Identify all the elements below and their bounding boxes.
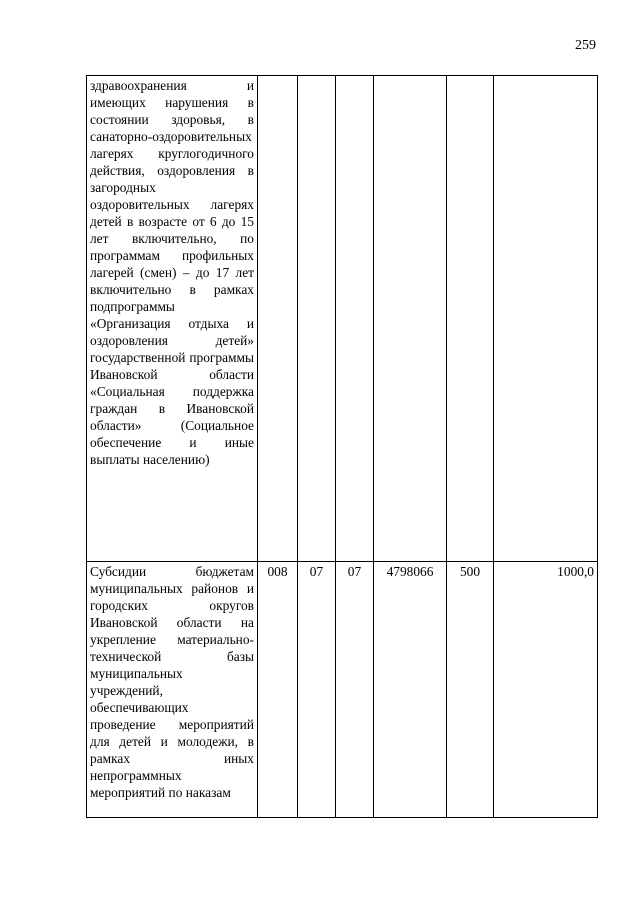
- row-description: здравоохранения и имеющих нарушения в состоянии здоровья, в санаторно-оздоровительных лагерях круглогодичного действия, оздоровления в загородных оздоровительных лагерях детей в возрасте от 6 до 15 лет включительно, по программам профильных лагерей (смен) – до 17 лет включительно в рамках подпрограммы «Организация отдыха и оздоровления детей» государственной программы Ивановской области «Социальная поддержка граждан в Ивановской области» (Социальное обеспечение и иные выплаты населению): [87, 76, 258, 562]
- row-target-article-code: [374, 76, 447, 562]
- row-target-article-code: 4798066: [374, 562, 447, 818]
- table-row: [87, 76, 598, 562]
- row-description: Субсидии бюджетам муниципальных районов и городских округов Ивановской области на укрепление материально-технической базы муниципальных учреждений, обеспечивающих проведение мероприятий для детей и молодежи, в рамках иных непрограммных мероприятий по наказам: [87, 562, 258, 818]
- row-section-code: 07: [298, 562, 336, 818]
- row-expense-type-code: [447, 76, 494, 562]
- row-expense-type-code: 500: [447, 562, 494, 818]
- row-section-code: [298, 76, 336, 562]
- row-ministry-code: [258, 76, 298, 562]
- page-number: 259: [575, 38, 596, 53]
- row-ministry-code: 008: [258, 562, 298, 818]
- table-row: [87, 562, 598, 818]
- row-subsection-code: [336, 76, 374, 562]
- budget-table: [86, 75, 598, 818]
- row-amount: [494, 76, 598, 562]
- row-amount: 1000,0: [494, 562, 598, 818]
- row-subsection-code: 07: [336, 562, 374, 818]
